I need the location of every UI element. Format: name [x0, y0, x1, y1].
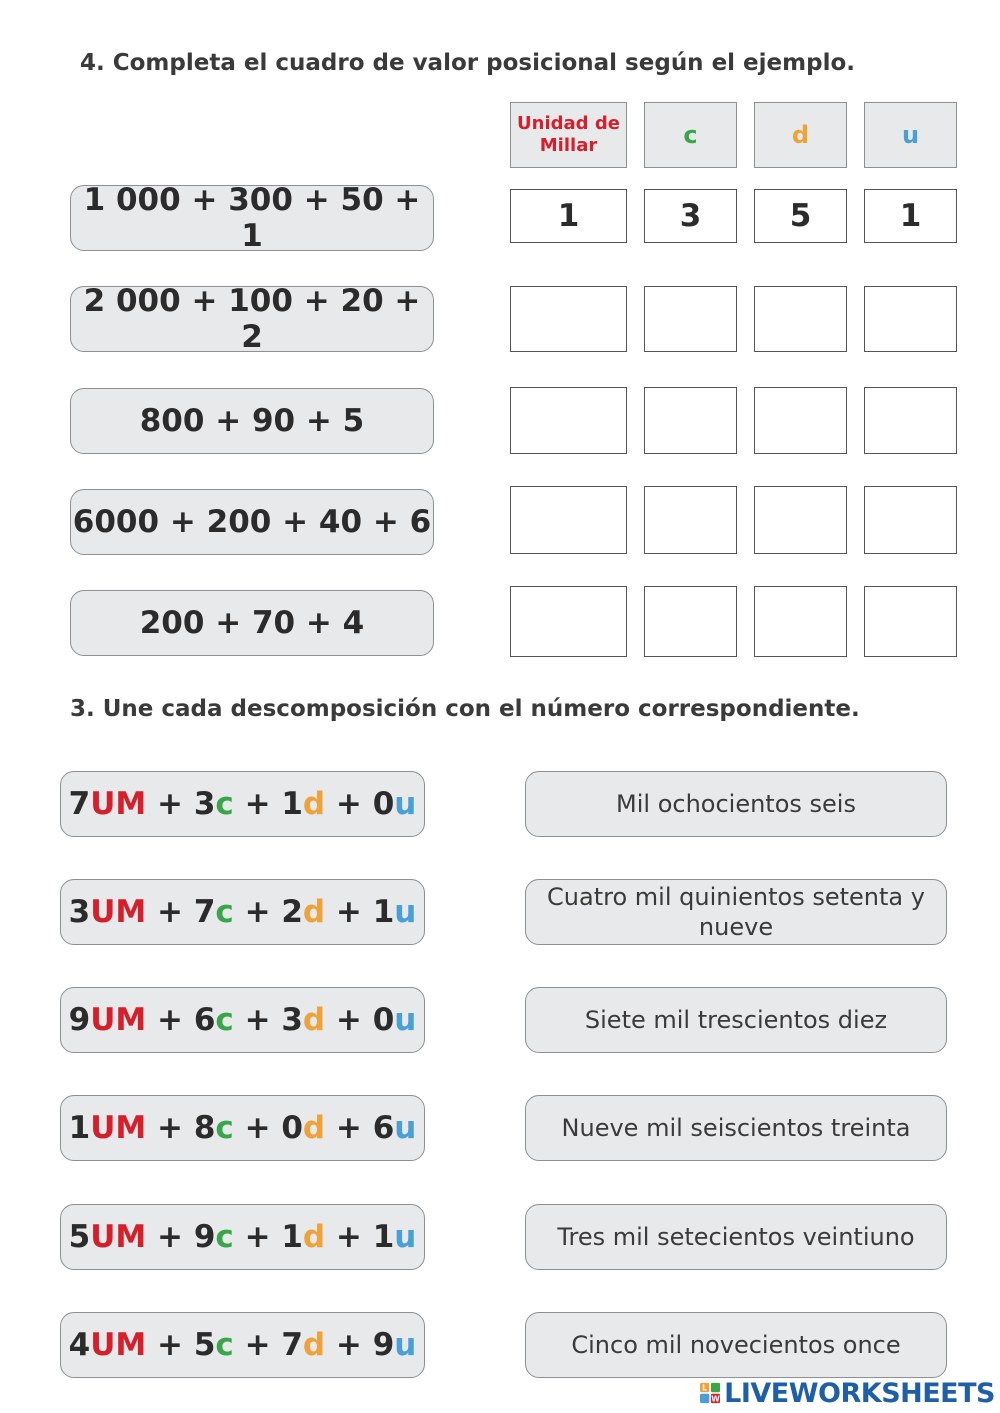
- label-c: c: [215, 894, 234, 930]
- cell-u-row-1: 1: [864, 189, 957, 243]
- number-word-1[interactable]: Mil ochocientos seis: [525, 771, 947, 837]
- digit-u: 1: [372, 1219, 395, 1255]
- input-c-row-3[interactable]: [644, 387, 737, 454]
- decomposition-item-1[interactable]: 7 UM + 3 c + 1 d + 0 u: [60, 771, 425, 837]
- digit-u: 1: [372, 894, 395, 930]
- label-um: UM: [90, 1002, 147, 1038]
- input-u-row-4[interactable]: [864, 486, 957, 554]
- logo-badge-letter: W: [711, 1394, 720, 1404]
- input-u-row-3[interactable]: [864, 387, 957, 454]
- digit-c: 9: [193, 1219, 216, 1255]
- input-c-row-5[interactable]: [644, 586, 737, 657]
- header-unidad-de-millar: Unidad de Millar: [510, 102, 627, 168]
- input-d-row-3[interactable]: [754, 387, 847, 454]
- input-um-row-4[interactable]: [510, 486, 627, 554]
- input-um-row-2[interactable]: [510, 286, 627, 352]
- number-word-4[interactable]: Nueve mil seiscientos treinta: [525, 1095, 947, 1161]
- label-d: d: [302, 1110, 326, 1146]
- digit-um: 9: [68, 1002, 91, 1038]
- expression-row-2: 2 000 + 100 + 20 + 2: [70, 286, 434, 352]
- section-4-title: 4. Completa el cuadro de valor posicional según el ejemplo.: [80, 50, 855, 76]
- label-um: UM: [90, 1110, 147, 1146]
- input-d-row-5[interactable]: [754, 586, 847, 657]
- digit-um: 3: [68, 894, 91, 930]
- decomposition-item-5[interactable]: 5 UM + 9 c + 1 d + 1 u: [60, 1204, 425, 1270]
- input-d-row-4[interactable]: [754, 486, 847, 554]
- label-d: d: [302, 1219, 326, 1255]
- section-3-title: 3. Une cada descomposición con el número correspondiente.: [70, 696, 860, 722]
- input-um-row-3[interactable]: [510, 387, 627, 454]
- expression-row-4: 6000 + 200 + 40 + 6: [70, 489, 434, 555]
- label-c: c: [215, 1327, 234, 1363]
- digit-u: 0: [372, 786, 395, 822]
- expression-row-5: 200 + 70 + 4: [70, 590, 434, 656]
- decomposition-item-3[interactable]: 9 UM + 6 c + 3 d + 0 u: [60, 987, 425, 1053]
- digit-c: 6: [193, 1002, 216, 1038]
- label-d: d: [302, 786, 326, 822]
- digit-c: 7: [193, 894, 216, 930]
- expression-row-1: 1 000 + 300 + 50 + 1: [70, 185, 434, 251]
- decomposition-item-2[interactable]: 3 UM + 7 c + 2 d + 1 u: [60, 879, 425, 945]
- digit-c: 5: [193, 1327, 216, 1363]
- digit-d: 1: [281, 1219, 303, 1255]
- label-c: c: [215, 1219, 234, 1255]
- digit-d: 7: [281, 1327, 303, 1363]
- header-centenas: c: [644, 102, 737, 168]
- label-u: u: [394, 1002, 417, 1038]
- input-c-row-4[interactable]: [644, 486, 737, 554]
- cell-um-row-1: 1: [510, 189, 627, 243]
- label-d: d: [302, 894, 326, 930]
- digit-c: 3: [193, 786, 216, 822]
- number-word-3[interactable]: Siete mil trescientos diez: [525, 987, 947, 1053]
- label-um: UM: [90, 786, 147, 822]
- header-unidades: u: [864, 102, 957, 168]
- label-u: u: [394, 894, 417, 930]
- label-um: UM: [90, 894, 147, 930]
- input-c-row-2[interactable]: [644, 286, 737, 352]
- label-um: UM: [90, 1219, 147, 1255]
- logo-badge-letter: L: [702, 1383, 708, 1393]
- digit-um: 5: [68, 1219, 91, 1255]
- number-word-5[interactable]: Tres mil setecientos veintiuno: [525, 1204, 947, 1270]
- expression-row-3: 800 + 90 + 5: [70, 388, 434, 454]
- label-d: d: [302, 1327, 326, 1363]
- input-u-row-2[interactable]: [864, 286, 957, 352]
- label-u: u: [394, 1110, 417, 1146]
- label-u: u: [394, 1327, 417, 1363]
- label-d: d: [302, 1002, 326, 1038]
- digit-u: 9: [372, 1327, 395, 1363]
- label-c: c: [215, 1002, 234, 1038]
- digit-um: 7: [68, 786, 91, 822]
- input-um-row-5[interactable]: [510, 586, 627, 657]
- brand-name: LIVEWORKSHEETS: [724, 1377, 995, 1409]
- cell-c-row-1: 3: [644, 189, 737, 243]
- digit-d: 1: [281, 786, 303, 822]
- digit-u: 0: [372, 1002, 395, 1038]
- number-word-2[interactable]: Cuatro mil quinientos setenta y nueve: [525, 879, 947, 945]
- input-d-row-2[interactable]: [754, 286, 847, 352]
- label-um: UM: [90, 1327, 147, 1363]
- header-decenas: d: [754, 102, 847, 168]
- digit-d: 0: [281, 1110, 303, 1146]
- digit-um: 1: [68, 1110, 91, 1146]
- label-u: u: [394, 1219, 417, 1255]
- digit-d: 3: [281, 1002, 303, 1038]
- label-c: c: [215, 786, 234, 822]
- decomposition-item-6[interactable]: 4 UM + 5 c + 7 d + 9 u: [60, 1312, 425, 1378]
- liveworksheets-brand: [700, 1376, 995, 1410]
- decomposition-item-4[interactable]: 1 UM + 8 c + 0 d + 6 u: [60, 1095, 425, 1161]
- digit-c: 8: [193, 1110, 216, 1146]
- number-word-6[interactable]: Cinco mil novecientos once: [525, 1312, 947, 1378]
- digit-d: 2: [281, 894, 303, 930]
- input-u-row-5[interactable]: [864, 586, 957, 657]
- digit-um: 4: [68, 1327, 91, 1363]
- digit-u: 6: [372, 1110, 395, 1146]
- cell-d-row-1: 5: [754, 189, 847, 243]
- label-c: c: [215, 1110, 234, 1146]
- label-u: u: [394, 786, 417, 822]
- liveworksheets-logo-icon: [700, 1380, 720, 1406]
